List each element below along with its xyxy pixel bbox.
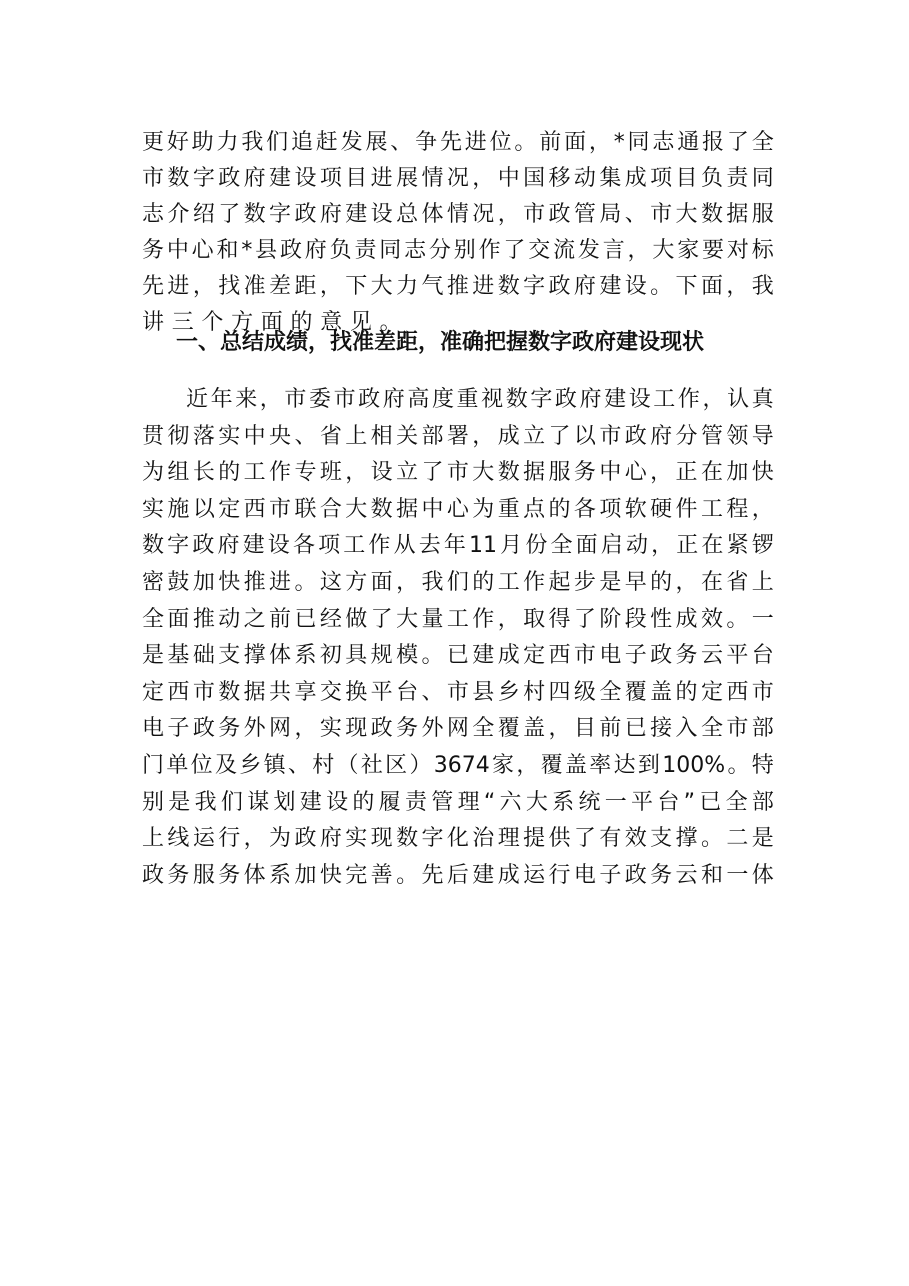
paragraph-line: 电 子 政 务 外 网 ， 实 现 政 务 外 网 全 覆 盖 ， 目 前 已 接 入 全 市 部 — [142, 716, 774, 742]
paragraph-line: 近 年 来 ， 市 委 市 政 府 高 度 重 视 数 字 政 府 建 设 工 作 ， 认 真 — [186, 387, 774, 412]
paragraph-line: 先 进 ， 找 准 差 距 ， 下 大 力 气 推 进 数 字 政 府 建 设 。 下 面 ， 我 — [142, 274, 774, 299]
paragraph-line: 实 施 以 定 西 市 联 合 大 数 据 中 心 为 重 点 的 各 项 软 硬 件 工 程 ， — [142, 496, 774, 522]
paragraph-line: 数 字 政 府 建 设 各 项 工 作 从 去 年 11 月 份 全 面 启 动 ， 正 在 紧 锣 — [142, 533, 774, 559]
paragraph-line: 全 面 推 动 之 前 已 经 做 了 大 量 工 作 ， 取 得 了 阶 段 性 成 效 。 一 — [142, 606, 774, 632]
section-heading: 一、总结成绩，找准差距，准确把握数字政府建设现状 — [176, 330, 705, 355]
paragraph-line: 讲三个方面的意见。 — [142, 310, 410, 335]
paragraph-line: 政 务 服 务 体 系 加 快 完 善 。 先 后 建 成 运 行 电 子 政 务 云 和 一 体 — [142, 862, 774, 888]
paragraph-line: 门 单 位 及 乡 镇 、 村 （ 社 区 ） 3674 家 ， 覆 盖 率 达 到 100% 。 特 — [142, 752, 774, 778]
paragraph-line: 志 介 绍 了 数 字 政 府 建 设 总 体 情 况 ， 市 政 管 局 、 市 大 数 据 服 — [142, 202, 774, 227]
paragraph-line: 密 鼓 加 快 推 进 。 这 方 面 ， 我 们 的 工 作 起 步 是 早 的 ， 在 省 上 — [142, 569, 774, 595]
intro-paragraph — [142, 125, 774, 341]
body-paragraph — [142, 382, 774, 894]
paragraph-line: 务 中 心 和 * 县 政 府 负 责 同 志 分 别 作 了 交 流 发 言 ， 大 家 要 对 标 — [142, 238, 774, 263]
paragraph-line: 更 好 助 力 我 们 追 赶 发 展 、 争 先 进 位 。 前 面 ， * 同 志 通 报 了 全 — [142, 130, 774, 155]
paragraph-line: 别 是 我 们 谋 划 建 设 的 履 责 管 理 “ 六 大 系 统 一 平 台 ” 已 全 部 — [142, 789, 774, 815]
paragraph-line: 定 西 市 数 据 共 享 交 换 平 台 、 市 县 乡 村 四 级 全 覆 盖 的 定 西 市 — [142, 679, 774, 705]
paragraph-line: 上 线 运 行 ， 为 政 府 实 现 数 字 化 治 理 提 供 了 有 效 支 撑 。 二 是 — [142, 826, 774, 852]
paragraph-line: 市 数 字 政 府 建 设 项 目 进 展 情 况 ， 中 国 移 动 集 成 项 目 负 责 同 — [142, 166, 774, 191]
paragraph-line: 为 组 长 的 工 作 专 班 ， 设 立 了 市 大 数 据 服 务 中 心 ， 正 在 加 快 — [142, 460, 774, 486]
paragraph-line: 是 基 础 支 撑 体 系 初 具 规 模 。 已 建 成 定 西 市 电 子 政 务 云 平 台 — [142, 643, 774, 669]
paragraph-line: 贯 彻 落 实 中 央 、 省 上 相 关 部 署 ， 成 立 了 以 市 政 府 分 管 领 导 — [142, 423, 774, 449]
